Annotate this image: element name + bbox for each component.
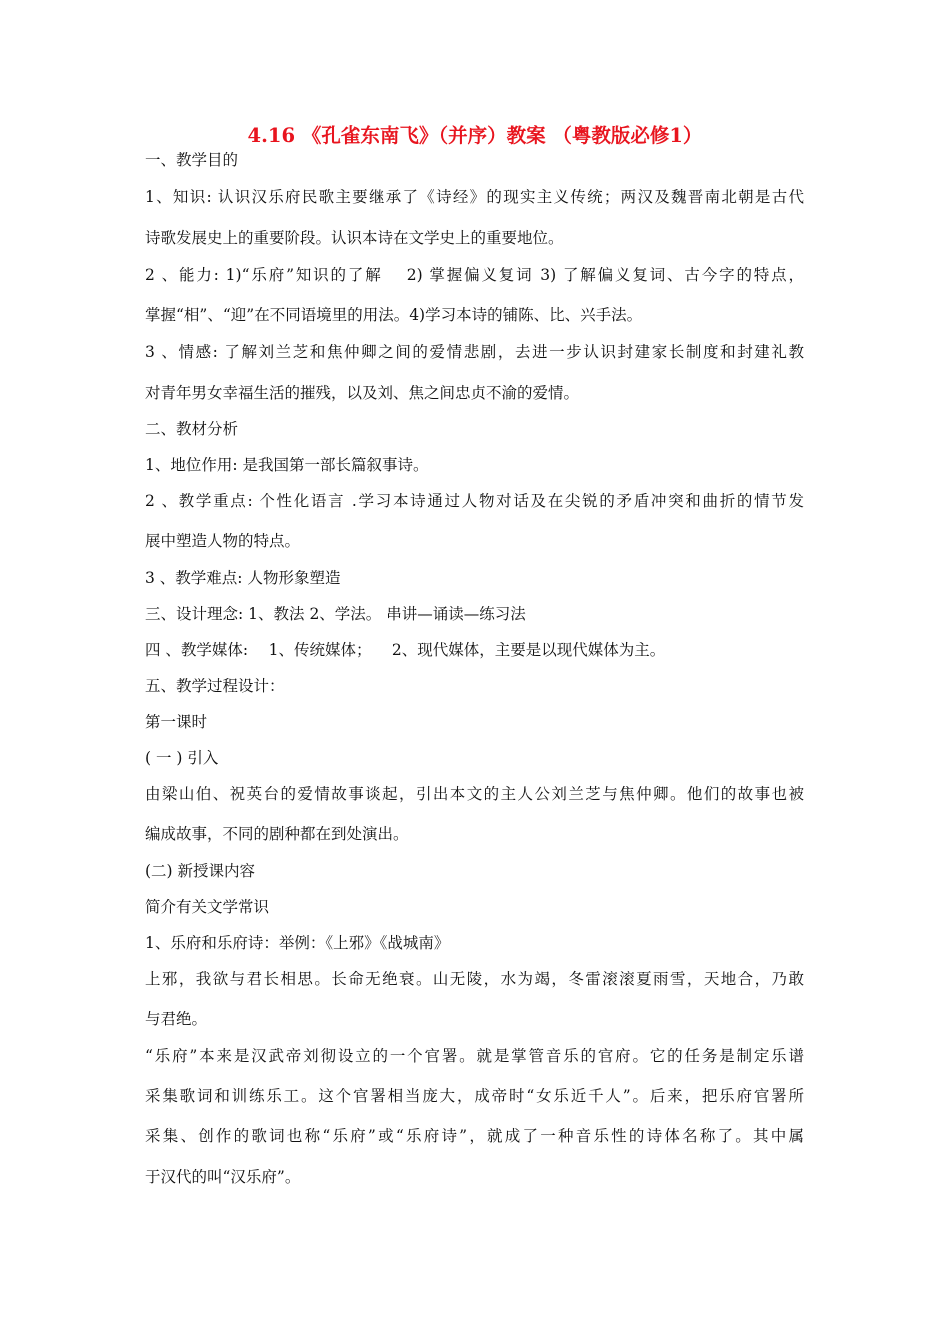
paragraph-line: 由梁山伯、祝英台的爱情故事谈起，引出本文的主人公刘兰芝与焦仲卿。他们的故事也被 [145,785,804,803]
paragraph-line: 2 、教学重点: 个性化语言 .学习本诗通过人物对话及在尖锐的矛盾冲突和曲折的情节发 [145,492,804,510]
paragraph-line: 采集、创作的歌词也称“乐府”或“乐府诗”，就成了一种音乐性的诗体名称了。其中属 [145,1127,804,1145]
paragraph-line: 3 、教学难点: 人物形象塑造 [145,569,341,587]
document-title: 4.16 《孔雀东南飞》（并序）教案 （粤教版必修1） [247,124,703,147]
paragraph-line: 展中塑造人物的特点。 [145,532,301,550]
paragraph-line: 对青年男女幸福生活的摧残，以及刘、焦之间忠贞不渝的爱情。 [145,384,580,402]
paragraph-line: 3 、情感: 了解刘兰芝和焦仲卿之间的爱情悲剧，去进一步认识封建家长制度和封建礼教 [145,343,804,361]
poem-line: 上邪，我欲与君长相思。长命无绝衰。山无陵，水为竭，冬雷滚滚夏雨雪，天地合，乃敢 [145,970,804,988]
paragraph-line: 2 、能力: 1)“乐府”知识的了解 2) 掌握偏义复词 3) 了解偏义复词、古今字的特点， [145,266,804,284]
section-heading: 三、设计理念: 1、教法 2、学法。 串讲—诵读—练习法 [145,605,526,623]
paragraph-line: “乐府”本来是汉武帝刘彻设立的一个官署。就是掌管音乐的官府。它的任务是制定乐谱 [145,1047,804,1065]
paragraph-line: 1、知识: 认识汉乐府民歌主要继承了《诗经》的现实主义传统；两汉及魏晋南北朝是古代 [145,188,804,206]
paragraph-line: 简介有关文学常识 [145,898,270,916]
paragraph-line: 掌握“相”、“迎”在不同语境里的用法。4)学习本诗的铺陈、比、兴手法。 [145,306,643,324]
subsection-heading: 第一课时 [145,713,208,731]
section-heading: 四 、教学媒体: 1、传统媒体； 2、现代媒体，主要是以现代媒体为主。 [145,641,666,659]
paragraph-line: 1、地位作用: 是我国第一部长篇叙事诗。 [145,456,429,474]
paragraph-line: 编成故事，不同的剧种都在到处演出。 [145,825,409,843]
section-heading: 二、教材分析 [145,420,239,438]
paragraph-line: 1、乐府和乐府诗：举例：《上邪》《战城南》 [145,934,450,952]
subsection-heading: ( 一 ) 引入 [145,749,219,767]
paragraph-line: 诗歌发展史上的重要阶段。认识本诗在文学史上的重要地位。 [145,229,564,247]
subsection-heading: (二) 新授课内容 [145,862,256,880]
paragraph-line: 于汉代的叫“汉乐府”。 [145,1168,301,1186]
section-heading: 一、教学目的 [145,151,239,169]
poem-line: 与君绝。 [145,1010,208,1028]
section-heading: 五、教学过程设计： [145,677,285,695]
paragraph-line: 采集歌词和训练乐工。这个官署相当庞大，成帝时“女乐近千人”。后来，把乐府官署所 [145,1087,804,1105]
